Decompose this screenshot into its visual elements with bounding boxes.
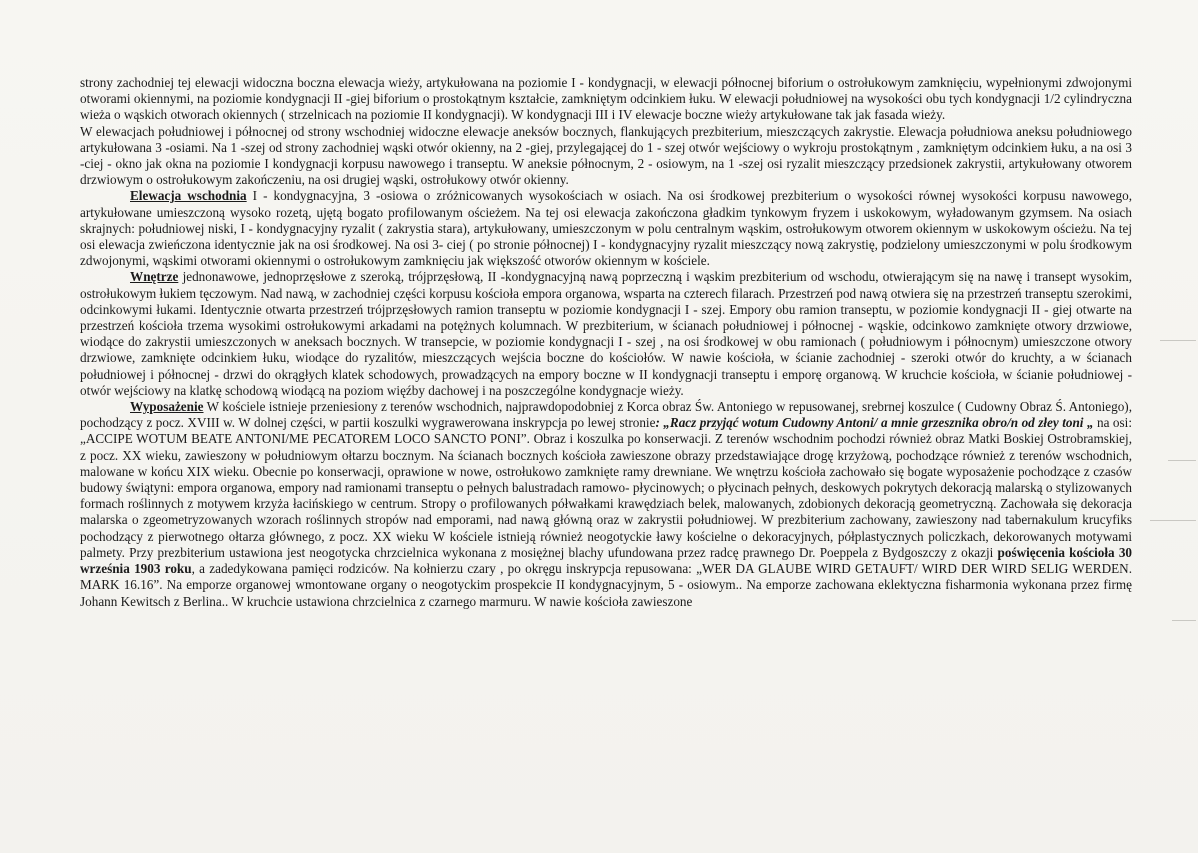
paragraph-annex-elevations: W elewacjach południowej i północnej od strony wschodniej widoczne elewacje aneksów bocznych, flankujących prezbiterium, mieszczących zakrystie. Elewacja południowa aneksu południowego artykułowana 3 -osiami. Na 1 -szej od strony zachodniej wąski otwór okienny, na 2 -giej, przylegającej do 1 - szej otwór wejściowy o wykroju prostokątnym , zamkniętym odcinkiem łuku, a na osi 3 -ciej - okno jak okna na poziomie I kondygnacji korpusu nawowego i transeptu. W aneksie północnym, 2 - osiowym, na 1 -szej osi ryzalit mieszczący przedsionek zakrystii, artykułowany otworem drzwiowym o ostrołukowym zakończeniu, na osi drugiej wąski, ostrołukowy otwór okienny. [80,123,1132,188]
section-heading-furnishings: Wyposażenie [130,399,204,415]
document-body [80,75,1132,610]
paragraph-east-elevation [80,188,1132,269]
interior-text: jednonawowe, jednoprzęsłowe z szeroką, trójprzęsłową, II -kondygnacyjną nawą poprzeczną i wąskim prezbiterium od wschodu, otwierającym się na nawę i transept wysokim, ostrołukowym łukiem tęczowym. Nad nawą, w zachodniej części korpusu kościoła empora organowa, wsparta na czterech filarach. Przestrzeń pod nawą otwiera się na przestrzeń transeptu szerokimi, odcinkowymi łukami. Identycznie otwarta przestrzeń trójprzęsłowych ramion transeptu w poziomie kondygnacji I - szej. Empory obu ramion transeptu, w poziomie kondygnacji II - giej otwarte na przestrzeń kościoła trzema wysokimi ostrołukowymi arkadami na potężnych kolumnach. W prezbiterium, w ścianach południowej i północnej - wąskie, odcinkowo zamknięte otwory drzwiowe, wiodące do zakrystii umieszczonych w aneksach bocznych. W transepcie, w poziomie kondygnacji I - szej , na osi środkowej w obu ramionach ( południowym i północnym) umieszczone otwory drzwiowe, zamknięte odcinkiem łuku, wiodące do ryzalitów, mieszczących wejścia boczne do kościołów. W nawie kościoła, w ścianie zachodniej - szeroki otwór do kruchty, a w ścianach południowej i północnej - drzwi do okrągłych klatek schodowych, prowadzących na empory boczne w II kondygnacji transeptu i emporę organową. W kruchcie kościoła, w ścianie południowej - otwór wejściowy na klatkę schodową wiodącą na poziom więźby dachowej i na poszczególne kondygnacje wieży. [80,269,1132,398]
section-heading-east-elevation: Elewacja wschodnia [130,188,247,204]
scan-edge-mark [1172,620,1196,621]
scan-edge-mark [1160,340,1196,341]
consecration-date: poświęcenia kościoła 30 września 1903 roku [80,544,1133,577]
paragraph-furnishings [80,399,1132,610]
furnishings-text-part-1: W kościele istnieje przeniesiony z terenów wschodnich, najprawdopodobniej z Korca obraz Św. Antoniego w repusowanej, srebrnej koszulce ( Cudowny Obraz Ś. Antoniego), pochodzący z pocz. XVIII w. W dolnej części, w partii koszulki wygrawerowana inskrypcja po lewej stronie [80,399,1132,431]
section-heading-interior: Wnętrze [130,269,179,285]
furnishings-inscription: : „Racz przyjąć wotum Cudowny Antoni/ a mnie grzesznika obro/n od złey toni „ [655,415,1094,431]
furnishings-text-part-3: , a zadedykowana pamięci rodziców. Na kołnierzu czary , po okręgu inskrypcja repusowana: „WER DA GLAUBE WIRD GETAUFT/ WIRD DER WIRD SELIG WERDEN. MARK 16.16”. Na emporze organowej wmontowane organy o neogotyckim prospekcie II kondygnacyjnym, 5 - osiowym.. Na emporze zachowana eklektyczna fisharmonia wykonana przez firmę Johann Kewitsch z Berlina.. W kruchcie ustawiona chrzcielnica z czarnego marmuru. W nawie kościoła zawieszone [80,561,1132,609]
paragraph-interior [80,269,1132,399]
furnishings-text-part-2: na osi: „ACCIPE WOTUM BEATE ANTONI/ME PECATOREM LOCO SANCTO PONI”. Obraz i koszulka po konserwacji. Z terenów wschodnim pochodzi również obraz Matki Boskiej Ostrobramskiej, z pocz. XX wieku, zawieszony w południowym ołtarzu bocznym. Na ścianach bocznych kościoła zawieszone obrazy przedstawiające drogę krzyżową, pochodzące również z terenów wschodnich, malowane w końcu XIX wieku. Obecnie po konserwacji, oprawione w nowe, ostrołukowo zamknięte ramy drewniane. We wnętrzu kościoła zachowało się bogate wyposażenie pochodzące z czasów budowy świątyni: empora organowa, empory nad ramionami transeptu o pełnych balustradach ramowo- płycinowych; o płycinach pełnych, deskowych pokrytych dekoracją malarską o stylizowanych formach roślinnych z motywem krzyża łacińskiego w centrum. Stropy o profilowanych półwałkami krawędziach belek, malowanych, zdobionych dekoracją geometryczną. Zachowała się dekoracja malarska o zgeometryzowanych wzorach roślinnych stropów nad emporami, nad nawą główną oraz w zakrystii południowej. W prezbiterium zachowany, zawieszony nad tabernakulum krucyfiks pochodzący z pierwotnego ołtarza głównego, z pocz. XX wieku W kościele istnieją również neogotyckie ławy kościelne o dekoracyjnych, półplastycznych policzkach, dekorowanych motywami palmety. Przy prezbiterium ustawiona jest neogotycka chrzcielnica wykonana z mosiężnej blachy ufundowana przez radcę prawnego Dr. Poeppela z Bydgoszczy z okazji [80,415,1132,560]
scan-edge-mark [1168,460,1196,461]
paragraph-tower-side-elevations: strony zachodniej tej elewacji widoczna boczna elewacja wieży, artykułowana na poziomie I - kondygnacji, w elewacji północnej biforium o ostrołukowym zamknięciu, wypełnionymi zdwojonymi otworami okiennymi, na poziomie kondygnacji II -giej biforium o prostokątnym kształcie, zamkniętym odcinkiem łuku. W elewacji południowej na wysokości obu tych kondygnacji 1/2 cylindryczna wieża o wąskich otworach okiennych ( strzelnicach na poziomie II kondygnacji). W kondygnacji III i IV elewacje boczne wieży artykułowane tak jak fasada wieży. [80,75,1132,123]
scan-edge-mark [1150,520,1196,521]
east-elevation-text: I - kondygnacyjna, 3 -osiowa o zróżnicowanych wysokościach w osiach. Na osi środkowej prezbiterium o wysokości równej wysokości korpusu nawowego, artykułowane umieszczoną wysoko rozetą, ujętą bogato profilowanym ościeżem. Na tej osi elewacja zakończona gładkim tynkowym fryzem i uskokowym, wyładowanym gzymsem. Na osiach skrajnych: południowej niski, I - kondygnacyjny ryzalit ( zakrystia stara), artykułowany, umieszczonym w polu centralnym wąskim, ostrołukowym otworem okiennym w uskokowym ościeżu. Na tej osi elewacja zwieńczona identycznie jak na osi środkowej. Na osi 3- ciej ( po stronie północnej) I - kondygnacyjny ryzalit mieszczący nową zakrystię, podzielony umieszczonymi w polu środkowym zdwojonymi, wąskimi otworami okiennymi o ostrołukowym zamknięciu jak większość otworów okiennym w kościele. [80,188,1132,269]
